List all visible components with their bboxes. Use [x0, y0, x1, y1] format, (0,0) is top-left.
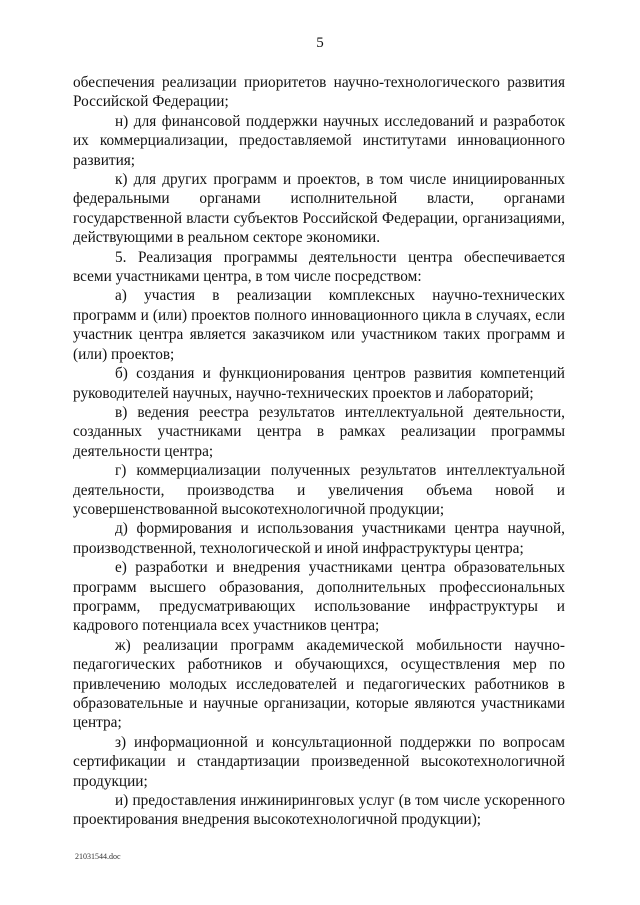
list-item-g: г) коммерциализации полученных результатов интеллектуальной деятельности, производства и увеличения объема новой и усовершенствованной высокотехнологичной продукции;: [73, 462, 565, 518]
list-item-v: в) ведения реестра результатов интеллектуальной деятельности, созданных участниками центра в рамках реализации программы деятельности центра;: [73, 403, 565, 460]
page-number: 5: [316, 35, 324, 51]
list-item-b: б) создания и функционирования центров развития компетенций руководителей научных, научно-технических проектов и лабораторий;: [73, 365, 565, 402]
list-item-d: д) формирования и использования участниками центра научной, производственной, технологической и иной инфраструктуры центра;: [73, 520, 565, 557]
list-item-z: з) информационной и консультационной поддержки по вопросам сертификации и стандартизации произведенной высокотехнологичной продукции;: [73, 733, 565, 790]
list-item-n: н) для финансовой поддержки научных исследований и разработок их коммерциализации, предоставляемой институтами инновационного развития;: [73, 112, 565, 169]
list-item-i: и) предоставления инжиниринговых услуг (в том числе ускоренного проектирования внедрения высокотехнологичной продукции);: [73, 792, 565, 829]
list-item-a: а) участия в реализации комплексных научно-технических программ и (или) проектов полного инновационного цикла в случаях, если участник центра является заказчиком или участником таких программ и (или) проектов;: [73, 287, 565, 363]
document-body: [73, 73, 565, 830]
paragraph-continuation: обеспечения реализации приоритетов научно-технологического развития Российской Федерации;: [73, 74, 565, 111]
section-5-paragraph: 5. Реализация программы деятельности центра обеспечивается всеми участниками центра, в том числе посредством:: [73, 248, 565, 286]
document-filename: 21031544.doc: [75, 852, 121, 861]
list-item-e: е) разработки и внедрения участниками центра образовательных программ высшего образования, дополнительных профессиональных программ, предусматривающих использование инфраструктуры и кадрового потенциала всех участников центра;: [73, 559, 565, 635]
list-item-zh: ж) реализации программ академической мобильности научно-педагогических работников и обучающихся, осуществления мер по привлечению молодых исследователей и педагогических работников в образовательные и научные организации, которые являются участниками центра;: [73, 636, 565, 732]
list-item-k: к) для других программ и проектов, в том числе инициированных федеральными органами исполнительной власти, органами государственной власти субъектов Российской Федерации, организациями, действующими в реальном секторе экономики.: [73, 171, 565, 247]
